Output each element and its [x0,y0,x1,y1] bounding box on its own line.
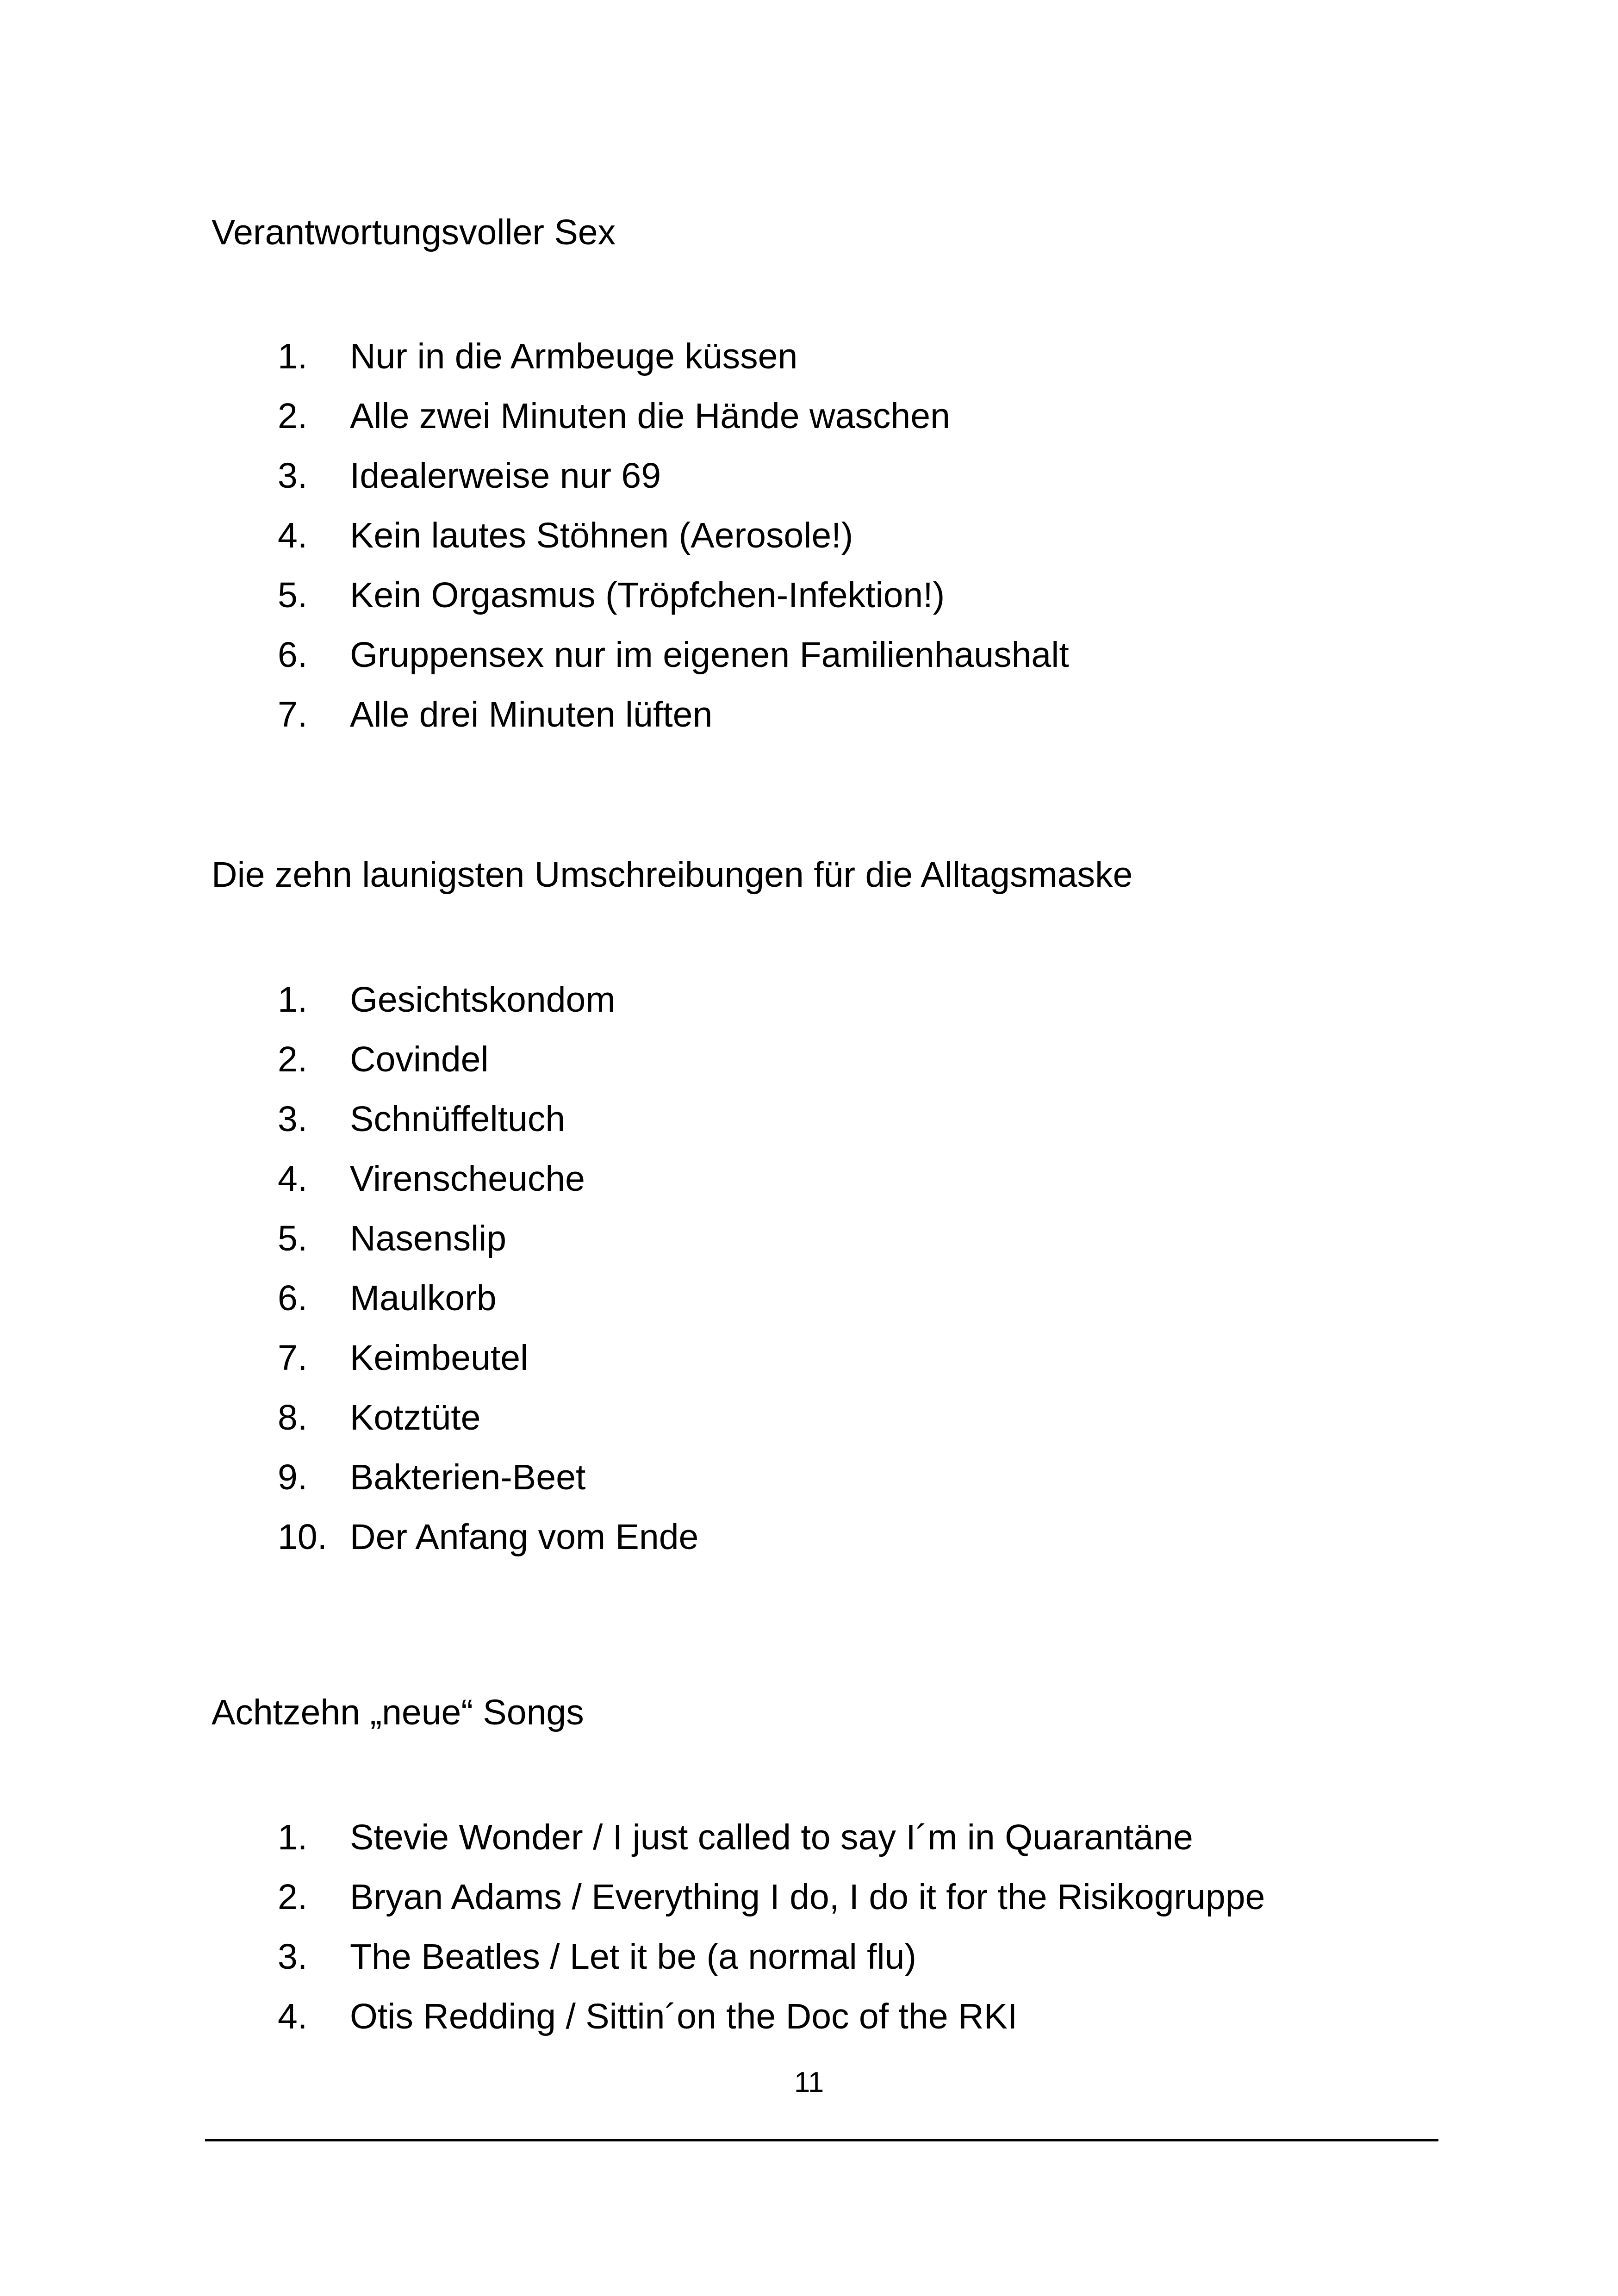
item-number: 2. [278,1039,308,1079]
item-number: 6. [278,635,308,675]
item-text: Idealerweise nur 69 [350,456,661,496]
item-text: Kein lautes Stöhnen (Aerosole!) [350,516,853,555]
item-text: Alle drei Minuten lüften [350,695,713,734]
item-text: Der Anfang vom Ende [350,1517,699,1557]
item-number: 1. [278,980,308,1020]
item-number: 3. [278,456,308,496]
item-number: 3. [278,1099,308,1139]
page-number: 11 [794,2066,824,2098]
item-text: Covindel [350,1039,489,1079]
item-text: Virenscheuche [350,1159,585,1199]
item-number: 4. [278,1159,308,1199]
section-heading-mask-names: Die zehn launigsten Umschreibungen für die Alltagsmaske [212,855,1133,895]
item-text: Kein Orgasmus (Tröpfchen-Infektion!) [350,575,945,615]
item-text: Schnüffeltuch [350,1099,566,1139]
item-number: 5. [278,575,308,615]
item-number: 3. [278,1937,308,1977]
item-number: 8. [278,1398,308,1437]
item-number: 5. [278,1219,308,1258]
item-number: 10. [278,1517,328,1557]
item-text: Gruppensex nur im eigenen Familienhaushalt [350,635,1069,675]
item-number: 2. [278,396,308,436]
item-text: Stevie Wonder / I just called to say I´m in Quarantäne [350,1817,1193,1857]
item-number: 1. [278,1817,308,1857]
item-number: 4. [278,516,308,555]
item-text: Kotztüte [350,1398,481,1437]
section-heading-responsible-sex: Verantwortungsvoller Sex [212,212,616,252]
item-text: Otis Redding / Sittin´on the Doc of the RKI [350,1997,1018,2036]
section-heading-new-songs: Achtzehn „neue“ Songs [212,1692,584,1732]
item-text: The Beatles / Let it be (a normal flu) [350,1937,917,1977]
item-text: Nur in die Armbeuge küssen [350,336,798,376]
item-number: 2. [278,1877,308,1917]
item-text: Maulkorb [350,1278,497,1318]
item-text: Keimbeutel [350,1338,529,1378]
item-text: Nasenslip [350,1219,507,1258]
item-text: Alle zwei Minuten die Hände waschen [350,396,950,436]
item-number: 4. [278,1997,308,2036]
item-number: 6. [278,1278,308,1318]
item-number: 1. [278,336,308,376]
item-text: Bryan Adams / Everything I do, I do it for the Risikogruppe [350,1877,1265,1917]
item-number: 7. [278,695,308,734]
footer-divider [205,2139,1438,2141]
item-number: 9. [278,1457,308,1497]
item-number: 7. [278,1338,308,1378]
item-text: Gesichtskondom [350,980,616,1020]
item-text: Bakterien-Beet [350,1457,586,1497]
